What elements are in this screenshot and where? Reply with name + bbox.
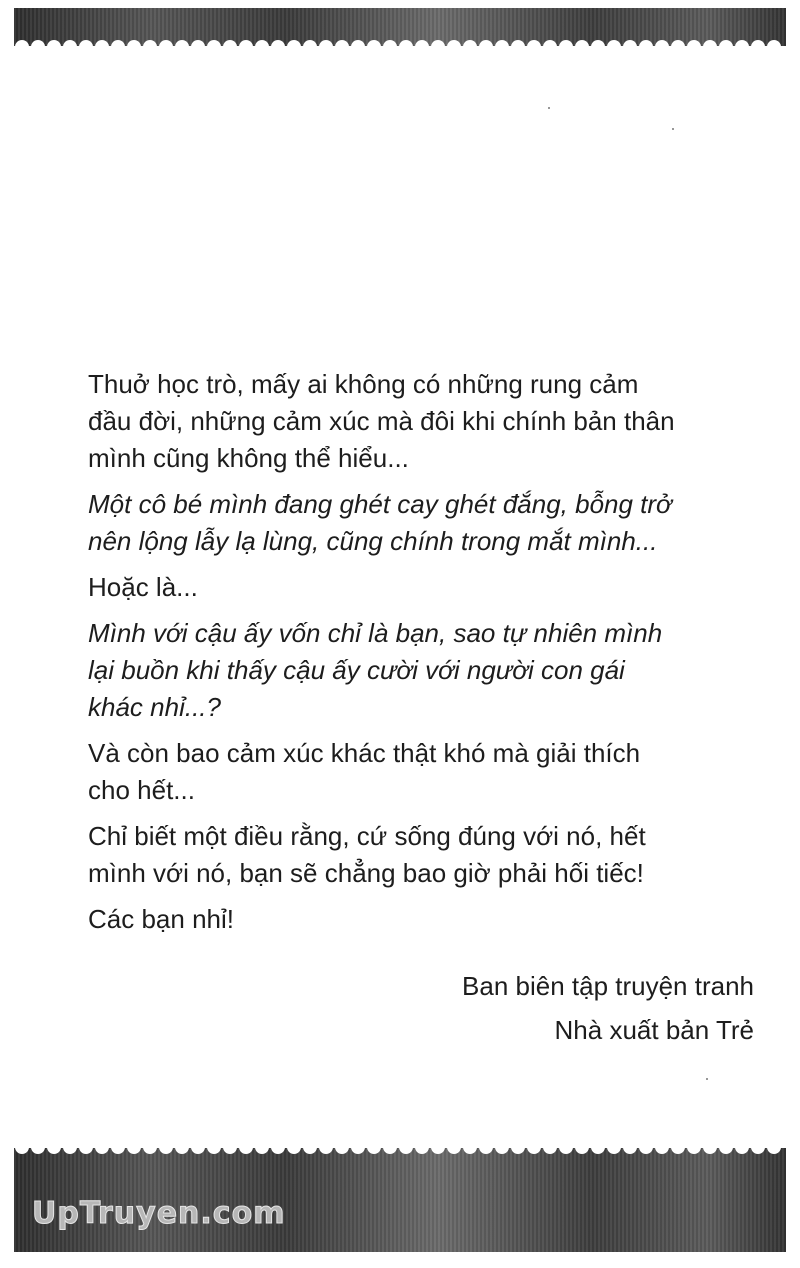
print-speck [706,1078,708,1080]
print-speck [548,107,550,109]
paragraph-intro: Thuở học trò, mấy ai không có những rung cảm đầu đời, những cảm xúc mà đôi khi chính bản thân mình cũng không thể hiểu... [88,369,675,473]
bottom-scallop-edge [14,1147,786,1159]
paragraph-advice: Chỉ biết một điều rằng, cứ sống đúng với nó, hết mình với nó, bạn sẽ chẳng bao giờ phải hối tiếc! [88,821,646,888]
paragraph-closing: Các bạn nhỉ! [88,904,234,934]
signature-block [462,964,754,1052]
bottom-decorative-band [14,1148,786,1252]
paragraph-or: Hoặc là... [88,572,198,602]
paragraph-italic-friend: Mình với cậu ấy vốn chỉ là bạn, sao tự nhiên mình lại buồn khi thấy cậu ấy cười với người con gái khác nhỉ...? [88,618,663,722]
signature-publisher: Nhà xuất bản Trẻ [554,1015,754,1045]
paragraph-feelings: Và còn bao cảm xúc khác thật khó mà giải thích cho hết... [88,738,641,805]
top-decorative-band [14,8,786,46]
foreword-text [88,366,768,947]
site-watermark: UpTruyen.com [32,1196,286,1231]
top-scallop-edge [14,35,786,47]
signature-editorial-board: Ban biên tập truyện tranh [462,971,754,1001]
print-speck [672,128,674,130]
paragraph-italic-girl: Một cô bé mình đang ghét cay ghét đắng, bỗng trở nên lộng lẫy lạ lùng, cũng chính trong mắt mình... [88,489,672,556]
